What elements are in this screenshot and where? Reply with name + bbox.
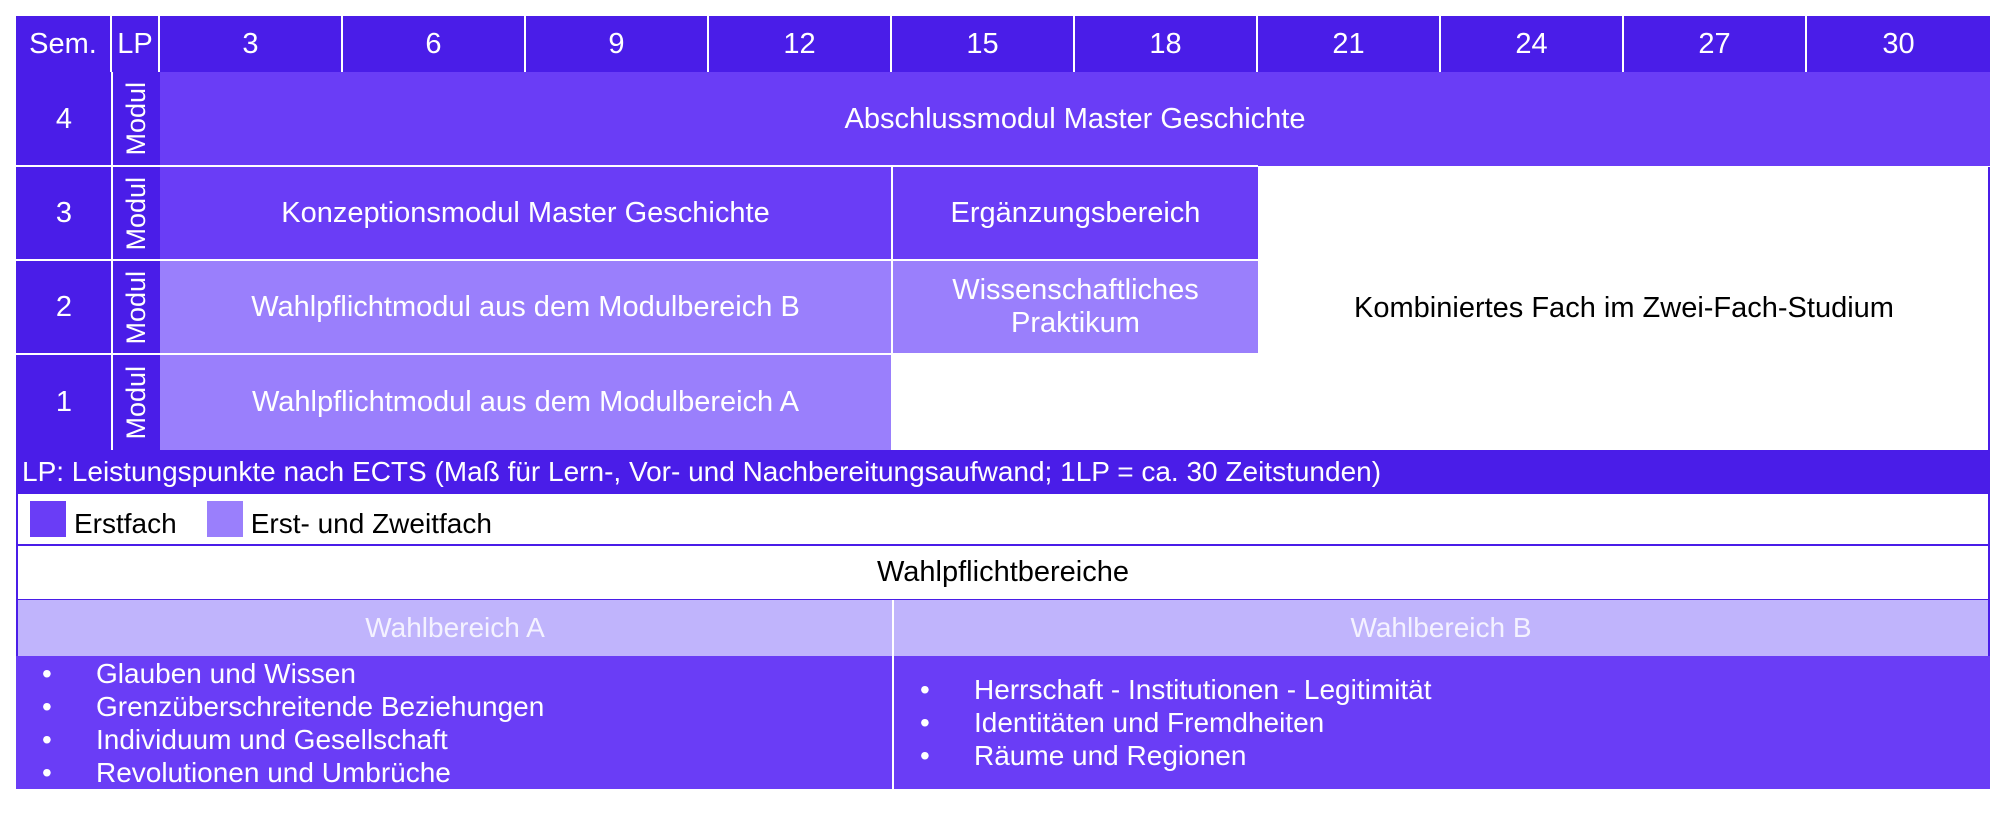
header-sem-label: Sem.	[16, 16, 112, 72]
list-item: • Grenzüberschreitende Beziehungen	[16, 690, 544, 723]
right-border	[1988, 167, 1990, 450]
legend-erstfach-label: Erstfach	[74, 508, 177, 539]
semester-number-4: 4	[55, 102, 73, 135]
lp-tick-24: 24	[1441, 16, 1624, 72]
module-praktikum-line2: Praktikum	[1011, 307, 1140, 339]
modul-text-2: Modul	[121, 270, 151, 345]
wahlpflicht-title: Wahlpflichtbereiche	[16, 544, 1990, 601]
column-divider-15	[891, 167, 893, 353]
footnote-bar: LP: Leistungspunkte nach ECTS (Maß für Lern-, Vor- und Nachbereitungsaufwand; 1LP = ca. 30 Zeitstunden)	[16, 450, 1990, 494]
modul-label-2	[113, 261, 160, 354]
modul-text-1: Modul	[121, 365, 151, 440]
lp-tick-18: 18	[1075, 16, 1258, 72]
module-konzeption: Konzeptionsmodul Master Geschichte	[160, 167, 891, 259]
module-ergaenzung: Ergänzungsbereich	[893, 167, 1258, 259]
list-item: • Identitäten und Fremdheiten	[894, 706, 1432, 739]
lp-tick-6: 6	[343, 16, 526, 72]
wahlbereich-a-items	[16, 657, 544, 789]
list-item: • Räume und Regionen	[894, 739, 1432, 772]
lp-tick-21: 21	[1258, 16, 1441, 72]
wahlbereich-b-header: Wahlbereich B	[892, 600, 1990, 656]
modul-text-3: Modul	[121, 176, 151, 251]
module-wahlpflicht-b: Wahlpflichtmodul aus dem Modulbereich B	[160, 261, 891, 353]
lp-tick-15: 15	[892, 16, 1075, 72]
module-praktikum	[893, 261, 1258, 353]
wahlbereich-a-header: Wahlbereich A	[16, 600, 892, 656]
legend-swatch-erstfach	[30, 501, 66, 537]
modul-label-4	[113, 72, 160, 166]
module-abschluss: Abschlussmodul Master Geschichte	[160, 72, 1990, 166]
kombiniertes-fach: Kombiniertes Fach im Zwei-Fach-Studium	[1258, 167, 1990, 450]
modul-label-1	[113, 355, 160, 450]
modul-label-3	[113, 167, 160, 260]
lp-tick-12: 12	[709, 16, 892, 72]
legend	[16, 494, 1990, 546]
lp-tick-30: 30	[1882, 27, 1915, 60]
list-item: • Revolutionen und Umbrüche	[16, 756, 544, 789]
lp-tick-3: 3	[160, 16, 343, 72]
semester-number-2: 2	[55, 291, 73, 323]
legend-erst-zweit-label: Erst- und Zweitfach	[250, 508, 492, 539]
wahlbereich-b-items	[894, 673, 1432, 772]
modul-text-4: Modul	[121, 82, 151, 156]
list-item: • Herrschaft - Institutionen - Legitimität	[894, 673, 1432, 706]
lp-tick-9: 9	[526, 16, 709, 72]
header-lp-label: LP	[112, 16, 160, 72]
wahlbereich-a-list	[16, 656, 892, 789]
semester-number-3: 3	[55, 197, 73, 229]
lp-tick-27: 27	[1624, 16, 1807, 72]
wahlbereich-b-list	[892, 656, 1990, 789]
semester-number-1: 1	[55, 386, 73, 418]
legend-swatch-erst-zweit	[207, 501, 243, 537]
list-item: • Glauben und Wissen	[16, 657, 544, 690]
module-praktikum-line1: Wissenschaftliches	[952, 274, 1199, 306]
module-wahlpflicht-a: Wahlpflichtmodul aus dem Modulbereich A	[160, 355, 891, 450]
list-item: • Individuum und Gesellschaft	[16, 723, 544, 756]
